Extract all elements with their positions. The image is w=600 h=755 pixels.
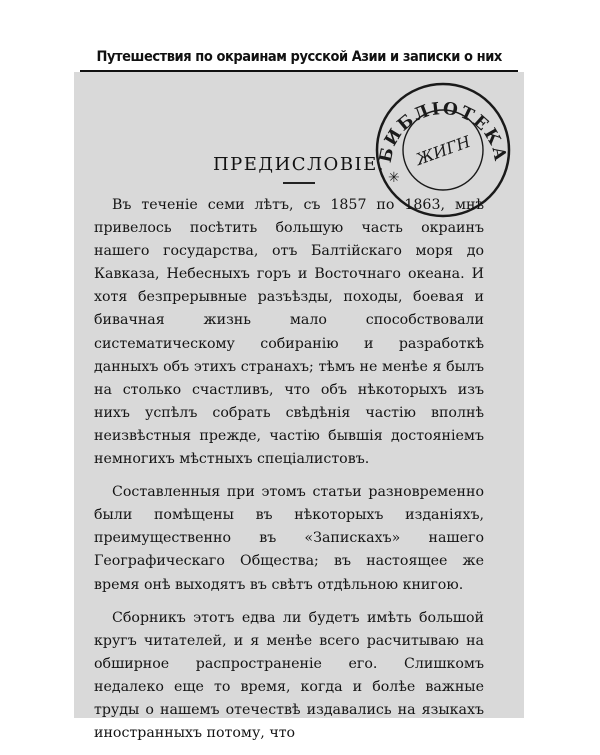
header-bar [74,42,524,72]
title-divider [283,182,315,184]
book-page [74,42,524,742]
paragraph: Въ теченіе семи лѣтъ, съ 1857 по 1863, мнѣ привелось посѣтить большую часть окраинъ нашего государства, отъ Балтійскаго моря до Кавказа, Небесныхъ горъ и Восточнаго океана. И хотя безпрерывные разъѣзды, походы, боевая и бивачная жизнь мало способствовали систематическому собиранію и разработкѣ данныхъ объ этихъ странахъ; тѣмъ не менѣе я былъ на столько счастливъ, что объ нѣкоторыхъ изъ нихъ успѣлъ собрать свѣдѣнія частію вполнѣ неизвѣстныя прежде, частію бывшія достояніемъ немногихъ мѣстныхъ спеціалистовъ. [94,197,484,468]
stamp-arc-text: БИБЛIОТЕКА [375,98,511,165]
body-text [94,194,484,755]
header-divider [80,70,518,72]
stamp-star-icon: ✳ [388,170,400,186]
stamp-center-text: ЖИГН [413,131,473,170]
paragraph: Составленныя при этомъ статьи разновременно были помѣщены въ нѣкоторыхъ изданіяхъ, преимущественно въ «Запискахъ» нашего Географическаго Общества; въ настоящее же время онѣ выходятъ въ свѣтъ отдѣльною книгою. [94,484,484,593]
paragraph: Сборникъ этотъ едва ли будетъ имѣть большой кругъ читателей, и я менѣе всего расчитываю на обширное распространеніе его. Слишкомъ недалеко еще то время, когда и болѣе важные труды о нашемъ отечествѣ издавались на языкахъ иностранныхъ потому, что [94,609,484,742]
document-title: Путешествия по окраинам русской Азии и записки о них [96,49,502,65]
page-title: ПРЕДИСЛОВIЕ. [212,154,386,175]
bleed-through-texture [94,82,484,102]
